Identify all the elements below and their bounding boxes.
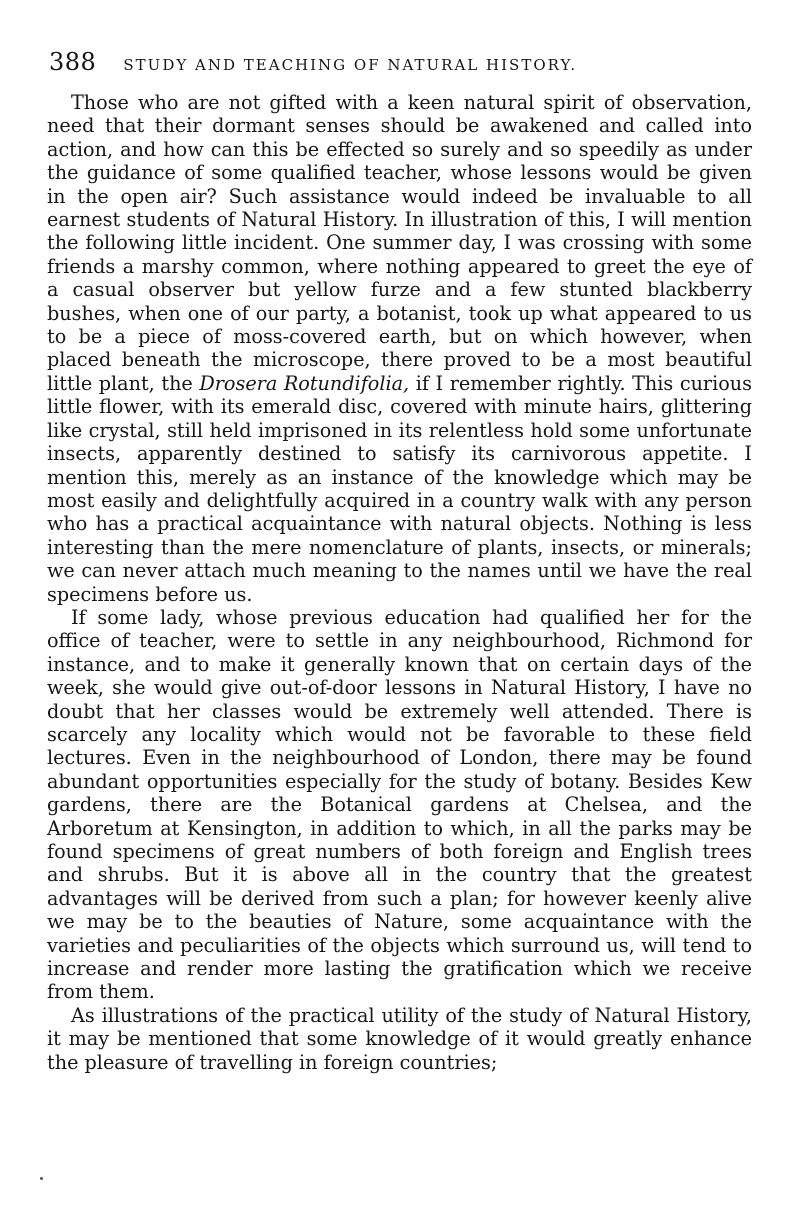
page-header xyxy=(49,47,749,77)
running-title: STUDY AND TEACHING OF NATURAL HISTORY. xyxy=(123,56,578,74)
paragraph-1-text: Those who are not gifted with a keen natural spirit of observation, need that their dormant senses should be awakened and called into action, and how can this be effected so surely and so speedily as under the guidance of some qualified teacher, whose lessons would be given in the open air? Such assistance would indeed be invaluable to all earnest students of Natural History. In illustration of this, I will mention the following little incident. One summer day, I was crossing with some friends a marshy common, where nothing appeared to greet the eye of a casual observer but yellow furze and a few stunted blackberry bushes, when one of our party, a botanist, took up what appeared to us to be a piece of moss-covered earth, but on which however, when placed beneath the microscope, there proved to be a most beautiful little plant, the xyxy=(47,91,752,395)
body-text xyxy=(47,91,752,1074)
paragraph-2: If some lady, whose previous education had qualified her for the office of teacher, were to settle in any neighbourhood, Richmond for instance, and to make it generally known that on certain days of the week, she would give out-of-door lessons in Natural History, I have no doubt that her classes would be extremely well attended. There is scarcely any locality which would not be favorable to these field lectures. Even in the neighbourhood of London, there may be found abundant opportunities especially for the study of botany. Besides Kew gardens, there are the Botanical gardens at Chelsea, and the Arboretum at Kensington, in addition to which, in all the parks may be found specimens of great numbers of both foreign and English trees and shrubs. But it is above all in the country that the greatest advantages will be derived from such a plan; for however keenly alive we may be to the beauties of Nature, some acquaintance with the varieties and peculiarities of the objects which surround us, will tend to increase and render more lasting the gratification which we receive from them. xyxy=(47,605,752,1004)
species-name: Drosera Rotundifolia, xyxy=(199,371,410,395)
paragraph-1 xyxy=(47,91,752,606)
print-speck xyxy=(40,1177,43,1180)
paragraph-1-text-continued: if I remember rightly. This curious little flower, with its emerald disc, covered with minute hairs, glittering like crystal, still held imprisoned in its relentless hold some unfortunate insects, apparently destined to satisfy its carnivorous appetite. I mention this, merely as an instance of the knowledge which may be most easily and delightfully acquired in a country walk with any person who has a practical acquaintance with natural objects. Nothing is less interesting than the mere nomenclature of plants, insects, or minerals; we can never attach much meaning to the names until we have the real specimens before us. xyxy=(47,371,752,606)
paragraph-3: As illustrations of the practical utility of the study of Natural History, it may be mentioned that some knowledge of it would greatly enhance the pleasure of travelling in foreign countries; xyxy=(47,1003,752,1074)
page-number: 388 xyxy=(49,48,97,76)
